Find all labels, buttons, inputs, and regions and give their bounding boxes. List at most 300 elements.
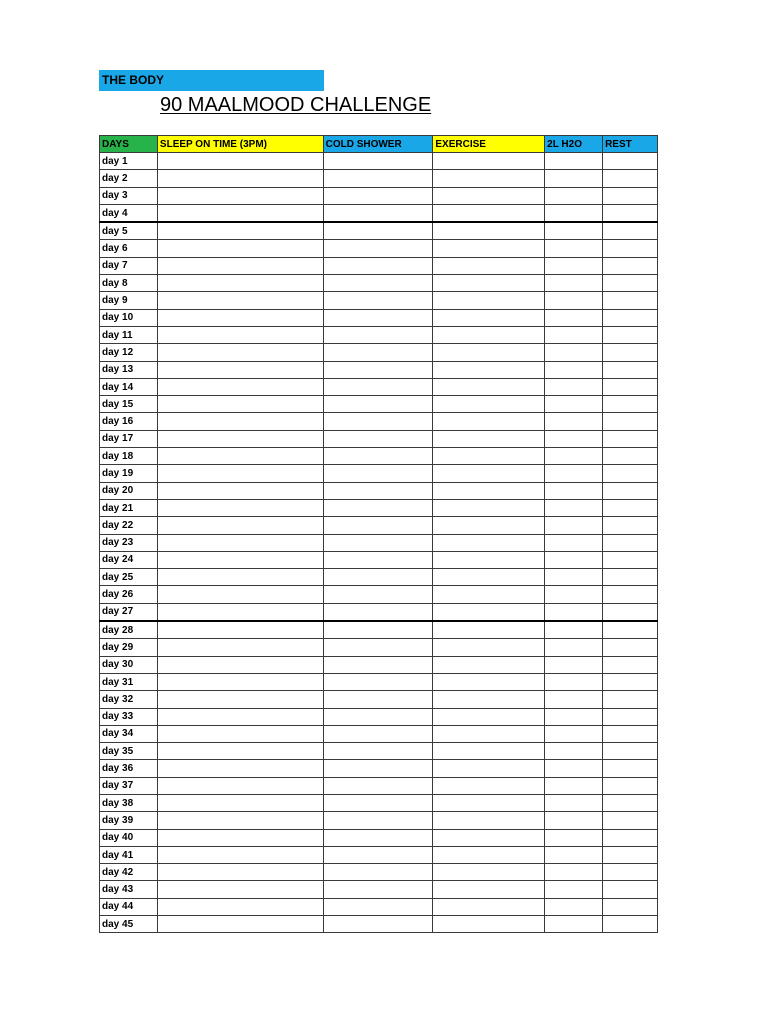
day-label: day 8 xyxy=(100,275,158,292)
section-banner: THE BODY xyxy=(99,70,324,91)
water-cell[interactable] xyxy=(545,413,603,430)
water-cell[interactable] xyxy=(545,222,603,240)
exercise-cell[interactable] xyxy=(433,482,545,499)
exercise-cell[interactable] xyxy=(433,326,545,343)
rest-cell[interactable] xyxy=(603,656,658,673)
rest-cell[interactable] xyxy=(603,812,658,829)
rest-cell[interactable] xyxy=(603,846,658,863)
cold-shower-cell[interactable] xyxy=(323,361,433,378)
exercise-cell[interactable] xyxy=(433,673,545,690)
sleep-on-time-cell[interactable] xyxy=(157,812,323,829)
water-cell[interactable] xyxy=(545,275,603,292)
water-cell[interactable] xyxy=(545,344,603,361)
cold-shower-cell[interactable] xyxy=(323,534,433,551)
table-row xyxy=(100,725,658,742)
exercise-cell[interactable] xyxy=(433,396,545,413)
exercise-cell[interactable] xyxy=(433,361,545,378)
rest-cell[interactable] xyxy=(603,204,658,222)
exercise-cell[interactable] xyxy=(433,534,545,551)
day-label: day 35 xyxy=(100,743,158,760)
exercise-cell[interactable] xyxy=(433,777,545,794)
column-header-days: DAYS xyxy=(100,136,158,153)
cold-shower-cell[interactable] xyxy=(323,430,433,447)
exercise-cell[interactable] xyxy=(433,499,545,516)
day-label: day 9 xyxy=(100,292,158,309)
water-cell[interactable] xyxy=(545,240,603,257)
exercise-cell[interactable] xyxy=(433,639,545,656)
sleep-on-time-cell[interactable] xyxy=(157,326,323,343)
sleep-on-time-cell[interactable] xyxy=(157,204,323,222)
water-cell[interactable] xyxy=(545,794,603,811)
cold-shower-cell[interactable] xyxy=(323,586,433,603)
table-row xyxy=(100,187,658,204)
cold-shower-cell[interactable] xyxy=(323,760,433,777)
water-cell[interactable] xyxy=(545,777,603,794)
table-row xyxy=(100,864,658,881)
table-row xyxy=(100,396,658,413)
water-cell[interactable] xyxy=(545,898,603,915)
water-cell[interactable] xyxy=(545,829,603,846)
cold-shower-cell[interactable] xyxy=(323,864,433,881)
rest-cell[interactable] xyxy=(603,621,658,639)
water-cell[interactable] xyxy=(545,881,603,898)
exercise-cell[interactable] xyxy=(433,448,545,465)
exercise-cell[interactable] xyxy=(433,743,545,760)
cold-shower-cell[interactable] xyxy=(323,413,433,430)
table-row xyxy=(100,309,658,326)
rest-cell[interactable] xyxy=(603,760,658,777)
sleep-on-time-cell[interactable] xyxy=(157,864,323,881)
cold-shower-cell[interactable] xyxy=(323,794,433,811)
cold-shower-cell[interactable] xyxy=(323,743,433,760)
cold-shower-cell[interactable] xyxy=(323,292,433,309)
water-cell[interactable] xyxy=(545,378,603,395)
cold-shower-cell[interactable] xyxy=(323,708,433,725)
day-label: day 23 xyxy=(100,534,158,551)
water-cell[interactable] xyxy=(545,916,603,933)
table-row xyxy=(100,378,658,395)
table-row xyxy=(100,760,658,777)
table-row xyxy=(100,569,658,586)
cold-shower-cell[interactable] xyxy=(323,725,433,742)
sleep-on-time-cell[interactable] xyxy=(157,534,323,551)
rest-cell[interactable] xyxy=(603,465,658,482)
table-row xyxy=(100,673,658,690)
exercise-cell[interactable] xyxy=(433,569,545,586)
exercise-cell[interactable] xyxy=(433,708,545,725)
day-label: day 21 xyxy=(100,499,158,516)
cold-shower-cell[interactable] xyxy=(323,569,433,586)
cold-shower-cell[interactable] xyxy=(323,846,433,863)
water-cell[interactable] xyxy=(545,517,603,534)
rest-cell[interactable] xyxy=(603,430,658,447)
table-row xyxy=(100,275,658,292)
table-row xyxy=(100,621,658,639)
rest-cell[interactable] xyxy=(603,794,658,811)
sleep-on-time-cell[interactable] xyxy=(157,777,323,794)
day-label: day 38 xyxy=(100,794,158,811)
water-cell[interactable] xyxy=(545,187,603,204)
rest-cell[interactable] xyxy=(603,275,658,292)
water-cell[interactable] xyxy=(545,257,603,274)
cold-shower-cell[interactable] xyxy=(323,378,433,395)
cold-shower-cell[interactable] xyxy=(323,240,433,257)
table-row xyxy=(100,916,658,933)
water-cell[interactable] xyxy=(545,691,603,708)
day-label: day 12 xyxy=(100,344,158,361)
sleep-on-time-cell[interactable] xyxy=(157,309,323,326)
table-row xyxy=(100,777,658,794)
water-cell[interactable] xyxy=(545,534,603,551)
exercise-cell[interactable] xyxy=(433,794,545,811)
table-row xyxy=(100,240,658,257)
sleep-on-time-cell[interactable] xyxy=(157,673,323,690)
day-label: day 3 xyxy=(100,187,158,204)
water-cell[interactable] xyxy=(545,708,603,725)
rest-cell[interactable] xyxy=(603,153,658,170)
day-label: day 17 xyxy=(100,430,158,447)
cold-shower-cell[interactable] xyxy=(323,465,433,482)
day-label: day 45 xyxy=(100,916,158,933)
exercise-cell[interactable] xyxy=(433,344,545,361)
cold-shower-cell[interactable] xyxy=(323,344,433,361)
day-label: day 6 xyxy=(100,240,158,257)
cold-shower-cell[interactable] xyxy=(323,656,433,673)
table-row xyxy=(100,691,658,708)
rest-cell[interactable] xyxy=(603,829,658,846)
table-row xyxy=(100,170,658,187)
rest-cell[interactable] xyxy=(603,499,658,516)
rest-cell[interactable] xyxy=(603,378,658,395)
day-label: day 26 xyxy=(100,586,158,603)
water-cell[interactable] xyxy=(545,465,603,482)
sleep-on-time-cell[interactable] xyxy=(157,760,323,777)
column-header-rest: REST xyxy=(603,136,658,153)
rest-cell[interactable] xyxy=(603,534,658,551)
cold-shower-cell[interactable] xyxy=(323,257,433,274)
rest-cell[interactable] xyxy=(603,187,658,204)
water-cell[interactable] xyxy=(545,725,603,742)
column-header-cold-shower: COLD SHOWER xyxy=(323,136,433,153)
table-row xyxy=(100,153,658,170)
day-label: day 31 xyxy=(100,673,158,690)
exercise-cell[interactable] xyxy=(433,916,545,933)
cold-shower-cell[interactable] xyxy=(323,396,433,413)
day-label: day 5 xyxy=(100,222,158,240)
cold-shower-cell[interactable] xyxy=(323,170,433,187)
cold-shower-cell[interactable] xyxy=(323,603,433,621)
exercise-cell[interactable] xyxy=(433,829,545,846)
cold-shower-cell[interactable] xyxy=(323,829,433,846)
day-label: day 42 xyxy=(100,864,158,881)
rest-cell[interactable] xyxy=(603,396,658,413)
water-cell[interactable] xyxy=(545,448,603,465)
cold-shower-cell[interactable] xyxy=(323,187,433,204)
water-cell[interactable] xyxy=(545,292,603,309)
rest-cell[interactable] xyxy=(603,864,658,881)
cold-shower-cell[interactable] xyxy=(323,916,433,933)
table-row xyxy=(100,794,658,811)
day-label: day 11 xyxy=(100,326,158,343)
exercise-cell[interactable] xyxy=(433,413,545,430)
sleep-on-time-cell[interactable] xyxy=(157,656,323,673)
rest-cell[interactable] xyxy=(603,777,658,794)
water-cell[interactable] xyxy=(545,656,603,673)
cold-shower-cell[interactable] xyxy=(323,448,433,465)
water-cell[interactable] xyxy=(545,396,603,413)
table-row xyxy=(100,534,658,551)
water-cell[interactable] xyxy=(545,603,603,621)
sleep-on-time-cell[interactable] xyxy=(157,292,323,309)
sleep-on-time-cell[interactable] xyxy=(157,898,323,915)
cold-shower-cell[interactable] xyxy=(323,275,433,292)
exercise-cell[interactable] xyxy=(433,603,545,621)
day-label: day 1 xyxy=(100,153,158,170)
exercise-cell[interactable] xyxy=(433,898,545,915)
exercise-cell[interactable] xyxy=(433,430,545,447)
exercise-cell[interactable] xyxy=(433,153,545,170)
rest-cell[interactable] xyxy=(603,222,658,240)
exercise-cell[interactable] xyxy=(433,378,545,395)
table-row xyxy=(100,326,658,343)
day-label: day 16 xyxy=(100,413,158,430)
exercise-cell[interactable] xyxy=(433,257,545,274)
exercise-cell[interactable] xyxy=(433,204,545,222)
sleep-on-time-cell[interactable] xyxy=(157,517,323,534)
rest-cell[interactable] xyxy=(603,326,658,343)
rest-cell[interactable] xyxy=(603,691,658,708)
table-row xyxy=(100,222,658,240)
rest-cell[interactable] xyxy=(603,257,658,274)
cold-shower-cell[interactable] xyxy=(323,326,433,343)
table-row xyxy=(100,551,658,568)
cold-shower-cell[interactable] xyxy=(323,499,433,516)
water-cell[interactable] xyxy=(545,430,603,447)
water-cell[interactable] xyxy=(545,309,603,326)
water-cell[interactable] xyxy=(545,170,603,187)
sleep-on-time-cell[interactable] xyxy=(157,378,323,395)
table-row xyxy=(100,812,658,829)
cold-shower-cell[interactable] xyxy=(323,639,433,656)
day-label: day 24 xyxy=(100,551,158,568)
cold-shower-cell[interactable] xyxy=(323,881,433,898)
water-cell[interactable] xyxy=(545,864,603,881)
rest-cell[interactable] xyxy=(603,517,658,534)
exercise-cell[interactable] xyxy=(433,275,545,292)
exercise-cell[interactable] xyxy=(433,691,545,708)
sleep-on-time-cell[interactable] xyxy=(157,482,323,499)
sleep-on-time-cell[interactable] xyxy=(157,499,323,516)
table-row xyxy=(100,708,658,725)
cold-shower-cell[interactable] xyxy=(323,204,433,222)
sleep-on-time-cell[interactable] xyxy=(157,639,323,656)
sleep-on-time-cell[interactable] xyxy=(157,881,323,898)
exercise-cell[interactable] xyxy=(433,187,545,204)
sleep-on-time-cell[interactable] xyxy=(157,187,323,204)
sleep-on-time-cell[interactable] xyxy=(157,257,323,274)
sleep-on-time-cell[interactable] xyxy=(157,725,323,742)
water-cell[interactable] xyxy=(545,586,603,603)
table-row xyxy=(100,292,658,309)
sleep-on-time-cell[interactable] xyxy=(157,916,323,933)
sleep-on-time-cell[interactable] xyxy=(157,222,323,240)
cold-shower-cell[interactable] xyxy=(323,517,433,534)
table-row xyxy=(100,517,658,534)
exercise-cell[interactable] xyxy=(433,864,545,881)
water-cell[interactable] xyxy=(545,621,603,639)
cold-shower-cell[interactable] xyxy=(323,551,433,568)
cold-shower-cell[interactable] xyxy=(323,812,433,829)
rest-cell[interactable] xyxy=(603,639,658,656)
water-cell[interactable] xyxy=(545,760,603,777)
exercise-cell[interactable] xyxy=(433,812,545,829)
sleep-on-time-cell[interactable] xyxy=(157,153,323,170)
water-cell[interactable] xyxy=(545,673,603,690)
day-label: day 28 xyxy=(100,621,158,639)
rest-cell[interactable] xyxy=(603,551,658,568)
cold-shower-cell[interactable] xyxy=(323,691,433,708)
sleep-on-time-cell[interactable] xyxy=(157,344,323,361)
rest-cell[interactable] xyxy=(603,916,658,933)
exercise-cell[interactable] xyxy=(433,725,545,742)
table-row xyxy=(100,482,658,499)
exercise-cell[interactable] xyxy=(433,465,545,482)
cold-shower-cell[interactable] xyxy=(323,621,433,639)
table-row xyxy=(100,586,658,603)
rest-cell[interactable] xyxy=(603,586,658,603)
sleep-on-time-cell[interactable] xyxy=(157,603,323,621)
rest-cell[interactable] xyxy=(603,898,658,915)
exercise-cell[interactable] xyxy=(433,846,545,863)
rest-cell[interactable] xyxy=(603,292,658,309)
rest-cell[interactable] xyxy=(603,309,658,326)
water-cell[interactable] xyxy=(545,569,603,586)
rest-cell[interactable] xyxy=(603,240,658,257)
table-row xyxy=(100,743,658,760)
table-row xyxy=(100,361,658,378)
sleep-on-time-cell[interactable] xyxy=(157,551,323,568)
table-row xyxy=(100,499,658,516)
rest-cell[interactable] xyxy=(603,361,658,378)
water-cell[interactable] xyxy=(545,326,603,343)
sleep-on-time-cell[interactable] xyxy=(157,743,323,760)
sleep-on-time-cell[interactable] xyxy=(157,170,323,187)
column-header-exercise: EXERCISE xyxy=(433,136,545,153)
day-label: day 32 xyxy=(100,691,158,708)
table-row xyxy=(100,898,658,915)
sleep-on-time-cell[interactable] xyxy=(157,465,323,482)
sleep-on-time-cell[interactable] xyxy=(157,829,323,846)
day-label: day 30 xyxy=(100,656,158,673)
exercise-cell[interactable] xyxy=(433,760,545,777)
exercise-cell[interactable] xyxy=(433,881,545,898)
day-label: day 39 xyxy=(100,812,158,829)
exercise-cell[interactable] xyxy=(433,170,545,187)
header-row xyxy=(100,136,658,153)
rest-cell[interactable] xyxy=(603,448,658,465)
exercise-cell[interactable] xyxy=(433,240,545,257)
cold-shower-cell[interactable] xyxy=(323,222,433,240)
exercise-cell[interactable] xyxy=(433,586,545,603)
rest-cell[interactable] xyxy=(603,725,658,742)
rest-cell[interactable] xyxy=(603,482,658,499)
water-cell[interactable] xyxy=(545,743,603,760)
cold-shower-cell[interactable] xyxy=(323,673,433,690)
exercise-cell[interactable] xyxy=(433,309,545,326)
day-label: day 18 xyxy=(100,448,158,465)
water-cell[interactable] xyxy=(545,204,603,222)
sleep-on-time-cell[interactable] xyxy=(157,275,323,292)
rest-cell[interactable] xyxy=(603,344,658,361)
sleep-on-time-cell[interactable] xyxy=(157,846,323,863)
day-label: day 25 xyxy=(100,569,158,586)
sleep-on-time-cell[interactable] xyxy=(157,448,323,465)
exercise-cell[interactable] xyxy=(433,656,545,673)
cold-shower-cell[interactable] xyxy=(323,898,433,915)
exercise-cell[interactable] xyxy=(433,222,545,240)
cold-shower-cell[interactable] xyxy=(323,309,433,326)
rest-cell[interactable] xyxy=(603,673,658,690)
rest-cell[interactable] xyxy=(603,881,658,898)
sleep-on-time-cell[interactable] xyxy=(157,569,323,586)
sleep-on-time-cell[interactable] xyxy=(157,361,323,378)
day-label: day 27 xyxy=(100,603,158,621)
table-row xyxy=(100,204,658,222)
table-row xyxy=(100,603,658,621)
exercise-cell[interactable] xyxy=(433,551,545,568)
sleep-on-time-cell[interactable] xyxy=(157,794,323,811)
table-row xyxy=(100,881,658,898)
rest-cell[interactable] xyxy=(603,603,658,621)
sleep-on-time-cell[interactable] xyxy=(157,413,323,430)
rest-cell[interactable] xyxy=(603,170,658,187)
sleep-on-time-cell[interactable] xyxy=(157,586,323,603)
column-header-sleep-on-time: SLEEP ON TIME (3PM) xyxy=(157,136,323,153)
sleep-on-time-cell[interactable] xyxy=(157,621,323,639)
water-cell[interactable] xyxy=(545,361,603,378)
day-label: day 41 xyxy=(100,846,158,863)
cold-shower-cell[interactable] xyxy=(323,482,433,499)
water-cell[interactable] xyxy=(545,499,603,516)
water-cell[interactable] xyxy=(545,482,603,499)
sleep-on-time-cell[interactable] xyxy=(157,396,323,413)
table-row xyxy=(100,344,658,361)
water-cell[interactable] xyxy=(545,812,603,829)
sleep-on-time-cell[interactable] xyxy=(157,430,323,447)
exercise-cell[interactable] xyxy=(433,292,545,309)
table-row xyxy=(100,448,658,465)
water-cell[interactable] xyxy=(545,846,603,863)
cold-shower-cell[interactable] xyxy=(323,777,433,794)
rest-cell[interactable] xyxy=(603,743,658,760)
day-label: day 4 xyxy=(100,204,158,222)
exercise-cell[interactable] xyxy=(433,621,545,639)
exercise-cell[interactable] xyxy=(433,517,545,534)
sleep-on-time-cell[interactable] xyxy=(157,708,323,725)
cold-shower-cell[interactable] xyxy=(323,153,433,170)
table-row xyxy=(100,829,658,846)
water-cell[interactable] xyxy=(545,639,603,656)
table-row xyxy=(100,257,658,274)
sleep-on-time-cell[interactable] xyxy=(157,240,323,257)
water-cell[interactable] xyxy=(545,551,603,568)
sleep-on-time-cell[interactable] xyxy=(157,691,323,708)
column-header-water: 2L H2O xyxy=(545,136,603,153)
rest-cell[interactable] xyxy=(603,708,658,725)
rest-cell[interactable] xyxy=(603,569,658,586)
water-cell[interactable] xyxy=(545,153,603,170)
rest-cell[interactable] xyxy=(603,413,658,430)
